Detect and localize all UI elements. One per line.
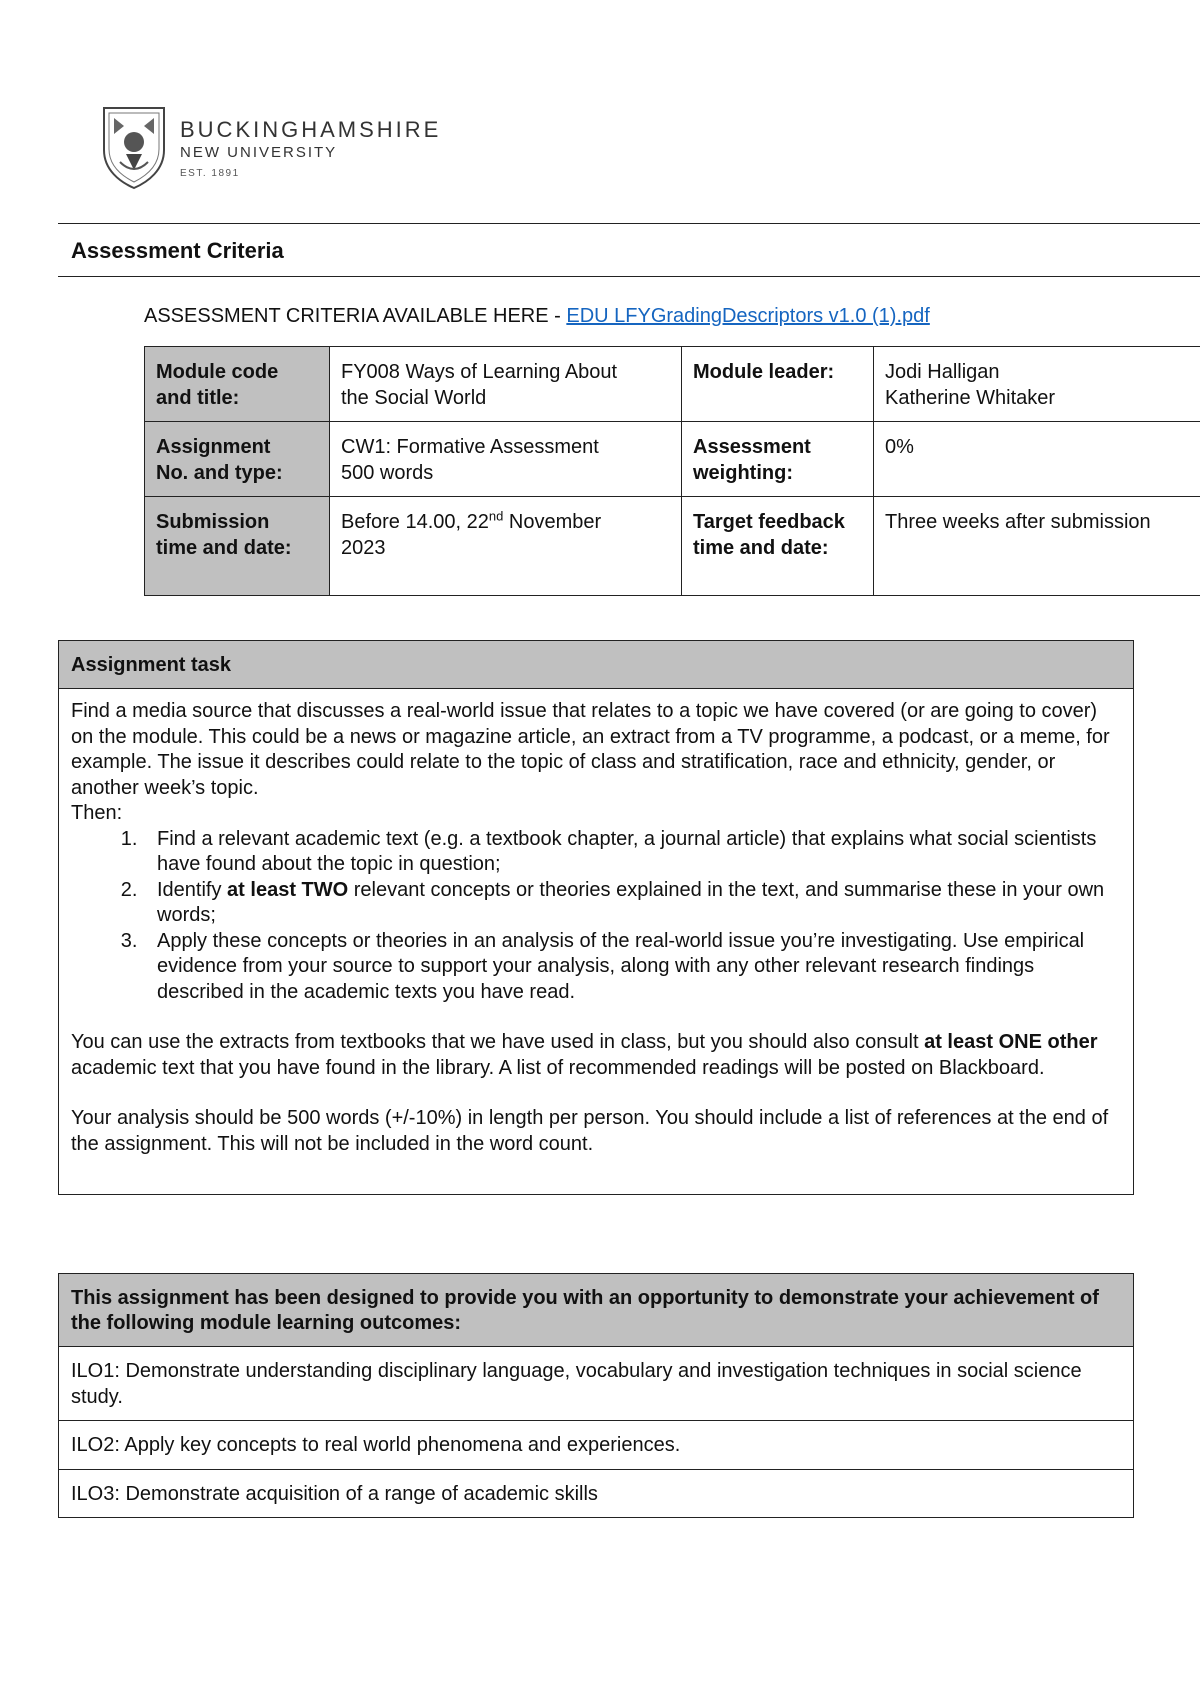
university-logo bbox=[100, 104, 441, 190]
module-code-value: FY008 Ways of Learning About the Social World bbox=[330, 347, 682, 422]
university-crest-icon bbox=[100, 104, 168, 190]
learning-outcomes-box bbox=[58, 1273, 1134, 1518]
assignment-type-label: Assignment No. and type: bbox=[145, 422, 330, 497]
task-steps bbox=[71, 827, 1121, 1006]
logo-subtitle: NEW UNIVERSITY bbox=[180, 144, 338, 161]
top-rule bbox=[58, 223, 1200, 224]
feedback-value: Three weeks after submission bbox=[874, 497, 1200, 596]
criteria-line bbox=[144, 305, 930, 328]
assignment-task-body bbox=[59, 689, 1133, 1194]
module-leader-label: Module leader: bbox=[682, 347, 874, 422]
grading-descriptors-link[interactable]: EDU LFYGradingDescriptors v1.0 (1).pdf bbox=[566, 305, 930, 327]
ilo-1: ILO1: Demonstrate understanding disciplinary language, vocabulary and investigation techniques in social science study. bbox=[59, 1347, 1133, 1421]
ilo-2: ILO2: Apply key concepts to real world phenomena and experiences. bbox=[59, 1421, 1133, 1470]
weighting-label: Assessment weighting: bbox=[682, 422, 874, 497]
module-code-label: Module code and title: bbox=[145, 347, 330, 422]
feedback-label: Target feedback time and date: bbox=[682, 497, 874, 596]
logo-established: EST. 1891 bbox=[180, 168, 240, 179]
task-step-3: 3. Apply these concepts or theories in an analysis of the real-world issue you’re investigating. Use empirical evidence from your source to support your analysis, along with any other relevant research findings described in the academic texts you have read. bbox=[143, 929, 1121, 1006]
logo-name: BUCKINGHAMSHIRE bbox=[180, 117, 442, 142]
task-paragraph-2: You can use the extracts from textbooks that we have used in class, but you should also consult at least ONE other academic text that you have found in the library. A list of recommended readings will be posted on Blackboard. bbox=[71, 1031, 1098, 1079]
criteria-prefix: ASSESSMENT CRITERIA AVAILABLE HERE - bbox=[144, 305, 567, 327]
section-title: Assessment Criteria bbox=[71, 238, 284, 263]
module-info-table bbox=[144, 346, 1200, 596]
bottom-rule bbox=[58, 276, 1200, 277]
weighting-value: 0% bbox=[874, 422, 1200, 497]
task-paragraph-3: Your analysis should be 500 words (+/-10%) in length per person. You should include a list of references at the end of the assignment. This will not be included in the word count. bbox=[71, 1107, 1109, 1155]
module-leader-value: Jodi Halligan Katherine Whitaker bbox=[874, 347, 1200, 422]
assignment-task-heading: Assignment task bbox=[59, 641, 1133, 689]
submission-value: Before 14.00, 22nd November 2023 bbox=[330, 497, 682, 596]
task-step-1: 1. Find a relevant academic text (e.g. a textbook chapter, a journal article) that explains what social scientists have found about the topic in question; bbox=[143, 827, 1121, 878]
task-then: Then: bbox=[71, 802, 123, 824]
task-intro: Find a media source that discusses a real-world issue that relates to a topic we have covered (or are going to cover) on the module. This could be a news or magazine article, an extract from a TV programme, a podcast, or a meme, for example. The issue it describes could relate to the topic of class and stratification, race and ethnicity, gender, or another week’s topic. bbox=[71, 700, 1110, 799]
assignment-type-value: CW1: Formative Assessment 500 words bbox=[330, 422, 682, 497]
learning-outcomes-heading: This assignment has been designed to provide you with an opportunity to demonstrate your achievement of the following module learning outcomes: bbox=[59, 1274, 1133, 1347]
task-step-2: 2. Identify at least TWO relevant concepts or theories explained in the text, and summarise these in your own words; bbox=[143, 878, 1121, 929]
ilo-3: ILO3: Demonstrate acquisition of a range of academic skills bbox=[71, 1482, 598, 1505]
submission-label: Submission time and date: bbox=[145, 497, 330, 596]
assignment-task-box bbox=[58, 640, 1134, 1195]
